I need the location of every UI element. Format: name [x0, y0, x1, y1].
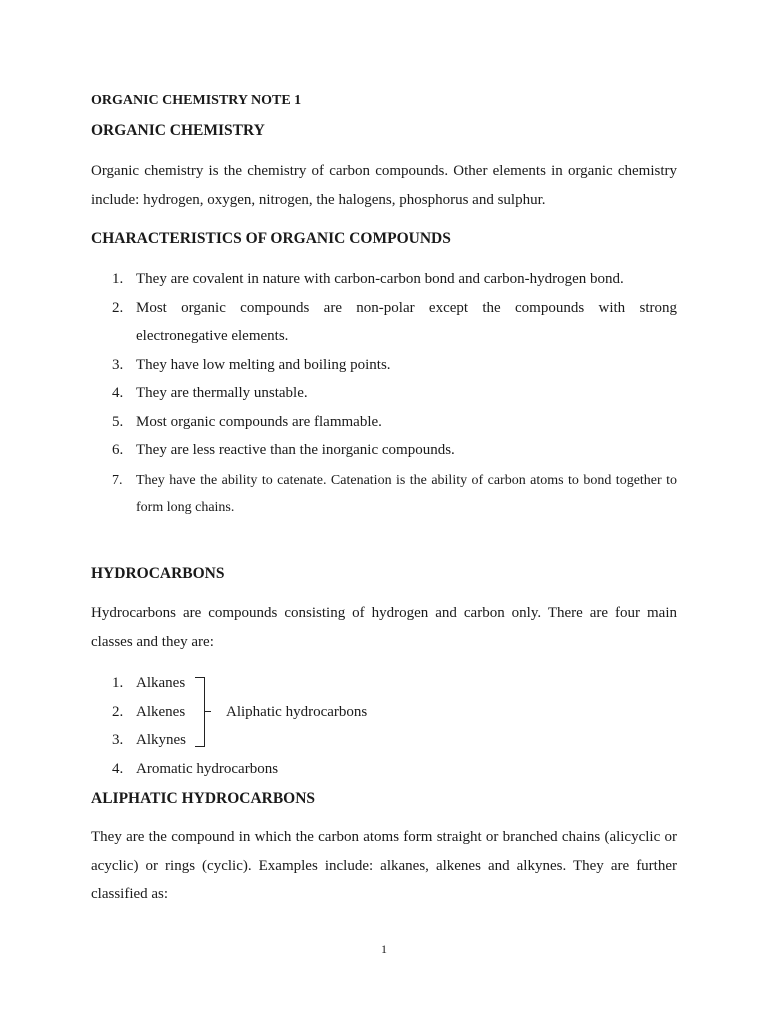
list-item: [91, 436, 677, 465]
grouping-brace-tip: [205, 711, 211, 712]
list-number: 6.: [112, 442, 124, 458]
list-text: They are covalent in nature with carbon-carbon bond and carbon-hydrogen bond.: [136, 271, 624, 287]
list-item: [91, 408, 677, 437]
list-item: [91, 755, 677, 784]
list-item: [91, 467, 677, 521]
list-number: 3.: [112, 732, 124, 748]
list-text: Most organic compounds are flammable.: [136, 413, 382, 430]
list-item: [91, 669, 677, 698]
heading-hydrocarbons: HYDROCARBONS: [91, 565, 225, 582]
heading-characteristics: CHARACTERISTICS OF ORGANIC COMPOUNDS: [91, 230, 451, 247]
list-number: 2.: [112, 299, 124, 316]
list-number: 7.: [112, 473, 123, 488]
hydrocarbon-classes-list: [91, 669, 677, 783]
list-text: They are thermally unstable.: [136, 385, 308, 401]
list-item: [91, 698, 677, 727]
brace-label: Aliphatic hydrocarbons: [226, 704, 368, 720]
list-number: 4.: [112, 760, 124, 777]
list-number: 3.: [112, 356, 124, 373]
list-text: They are less reactive than the inorganic compounds.: [136, 442, 455, 458]
list-text: Most organic compounds are non-polar except the compounds with strong electronegative elements.: [136, 299, 677, 344]
list-text: Alkanes: [136, 675, 186, 691]
list-number: 1.: [112, 675, 124, 691]
heading-organic-chemistry: ORGANIC CHEMISTRY: [91, 122, 265, 139]
grouping-brace: [195, 677, 205, 747]
page-number: 1: [381, 942, 387, 956]
list-number: 1.: [112, 271, 124, 287]
list-item: [91, 351, 677, 380]
note-title: ORGANIC CHEMISTRY NOTE 1: [91, 93, 302, 108]
list-text: Alkynes: [136, 732, 186, 748]
list-number: 4.: [112, 385, 124, 401]
list-text: They have low melting and boiling points.: [136, 356, 391, 373]
paragraph-organic-chemistry: Organic chemistry is the chemistry of carbon compounds. Other elements in organic chemistry include: hydrogen, oxygen, nitrogen, the halogens, phosphorus and sulphur.: [91, 163, 677, 208]
list-item: [91, 379, 677, 408]
list-number: 2.: [112, 703, 124, 720]
characteristics-list: [91, 265, 677, 465]
list-number: 5.: [112, 413, 124, 430]
list-text: Aromatic hydrocarbons: [136, 760, 279, 777]
list-item: [91, 294, 677, 351]
heading-aliphatic-hydrocarbons: ALIPHATIC HYDROCARBONS: [91, 790, 316, 807]
list-item: [91, 265, 677, 294]
list-text: They have the ability to catenate. Catenation is the ability of carbon atoms to bond together to form long chains.: [136, 473, 677, 515]
list-text: Alkenes: [136, 703, 186, 720]
paragraph-hydrocarbons: Hydrocarbons are compounds consisting of hydrogen and carbon only. There are four main classes and they are:: [91, 605, 677, 650]
paragraph-aliphatic: They are the compound in which the carbon atoms form straight or branched chains (alicyclic or acyclic) or rings (cyclic). Examples include: alkanes, alkenes and alkynes. They are further classified as:: [91, 829, 677, 902]
list-item: [91, 726, 677, 755]
characteristics-list-continued: [91, 467, 677, 521]
